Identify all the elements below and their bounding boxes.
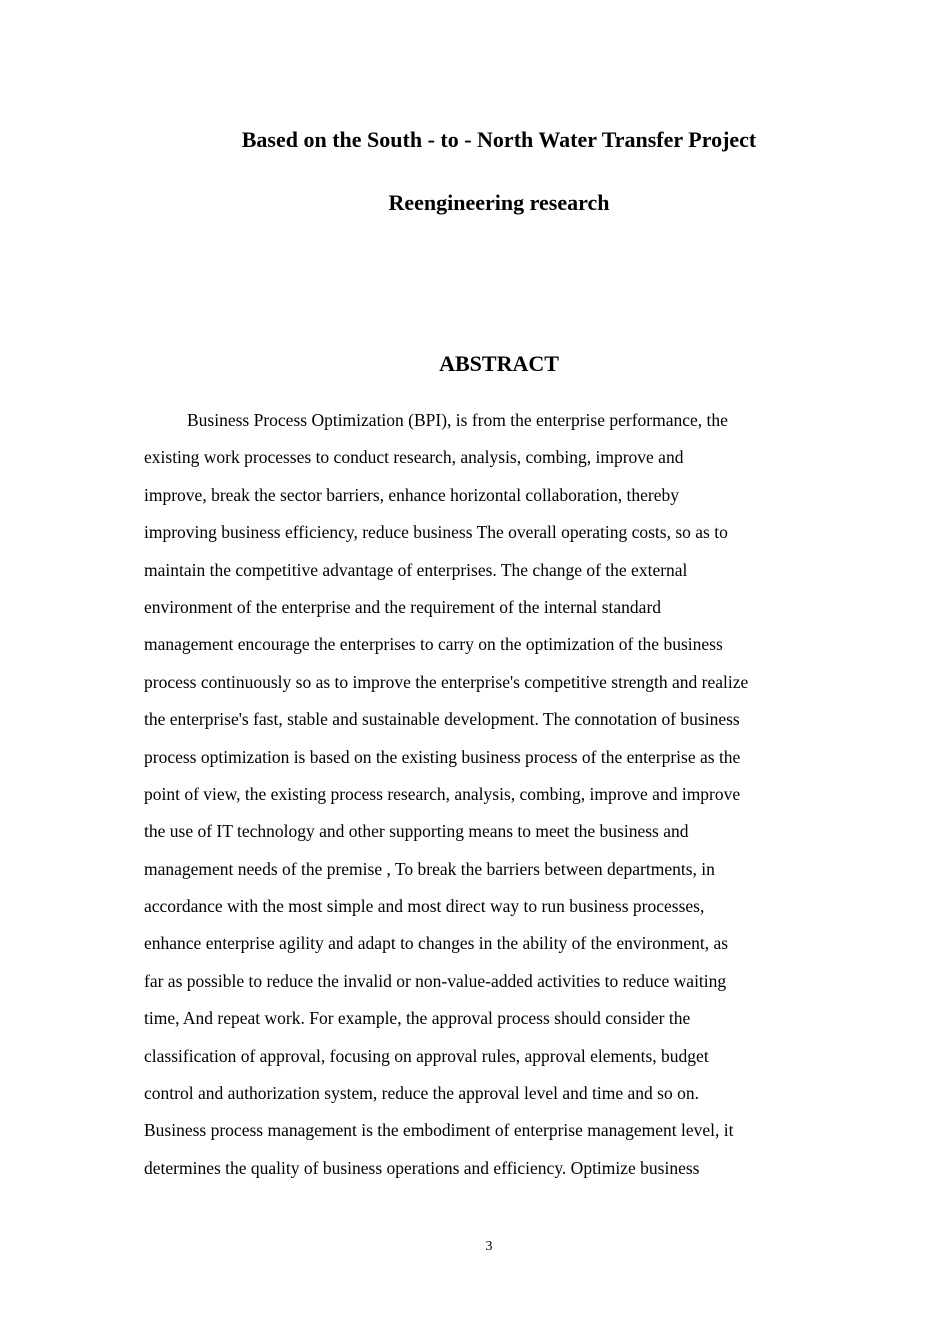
- abstract-line: environment of the enterprise and the requirement of the internal standard: [144, 596, 662, 617]
- abstract-line: management needs of the premise , To break the barriers between departments, in: [144, 858, 715, 879]
- page-number: 3: [485, 1239, 493, 1254]
- abstract-line: accordance with the most simple and most direct way to run business processes,: [144, 896, 705, 917]
- abstract-line: Business process management is the embodiment of enterprise management level, it: [144, 1120, 734, 1141]
- abstract-line: classification of approval, focusing on approval rules, approval elements, budget: [144, 1045, 709, 1066]
- abstract-line: management encourage the enterprises to carry on the optimization of the business: [144, 634, 723, 655]
- abstract-line: Business Process Optimization (BPI), is from the enterprise performance, the: [187, 410, 728, 430]
- abstract-line: improving business efficiency, reduce business The overall operating costs, so as to: [144, 522, 728, 543]
- abstract-line: enhance enterprise agility and adapt to changes in the ability of the environment, as: [144, 933, 729, 954]
- abstract-line: time, And repeat work. For example, the approval process should consider the: [144, 1008, 691, 1029]
- abstract-line: process continuously so as to improve the enterprise's competitive strength and realize: [144, 671, 749, 692]
- abstract-line: determines the quality of business operations and efficiency. Optimize business: [144, 1157, 700, 1178]
- abstract-line: control and authorization system, reduce the approval level and time and so on.: [144, 1083, 699, 1104]
- abstract-line: the use of IT technology and other supporting means to meet the business and: [144, 821, 689, 842]
- abstract-body: [144, 402, 844, 1187]
- abstract-line: point of view, the existing process research, analysis, combing, improve and improve: [144, 783, 741, 804]
- abstract-line: existing work processes to conduct research, analysis, combing, improve and: [144, 447, 684, 468]
- abstract-heading: ABSTRACT: [439, 351, 559, 376]
- abstract-line: far as possible to reduce the invalid or non-value-added activities to reduce waiting: [144, 970, 727, 991]
- document-title-line-2: Reengineering research: [388, 190, 610, 215]
- abstract-line: maintain the competitive advantage of enterprises. The change of the external: [144, 559, 688, 580]
- document-title-line-1: Based on the South - to - North Water Transfer Project: [241, 127, 757, 152]
- abstract-line: the enterprise's fast, stable and sustainable development. The connotation of business: [144, 709, 740, 730]
- abstract-line: improve, break the sector barriers, enhance horizontal collaboration, thereby: [144, 484, 679, 505]
- abstract-line: process optimization is based on the existing business process of the enterprise as the: [144, 746, 741, 767]
